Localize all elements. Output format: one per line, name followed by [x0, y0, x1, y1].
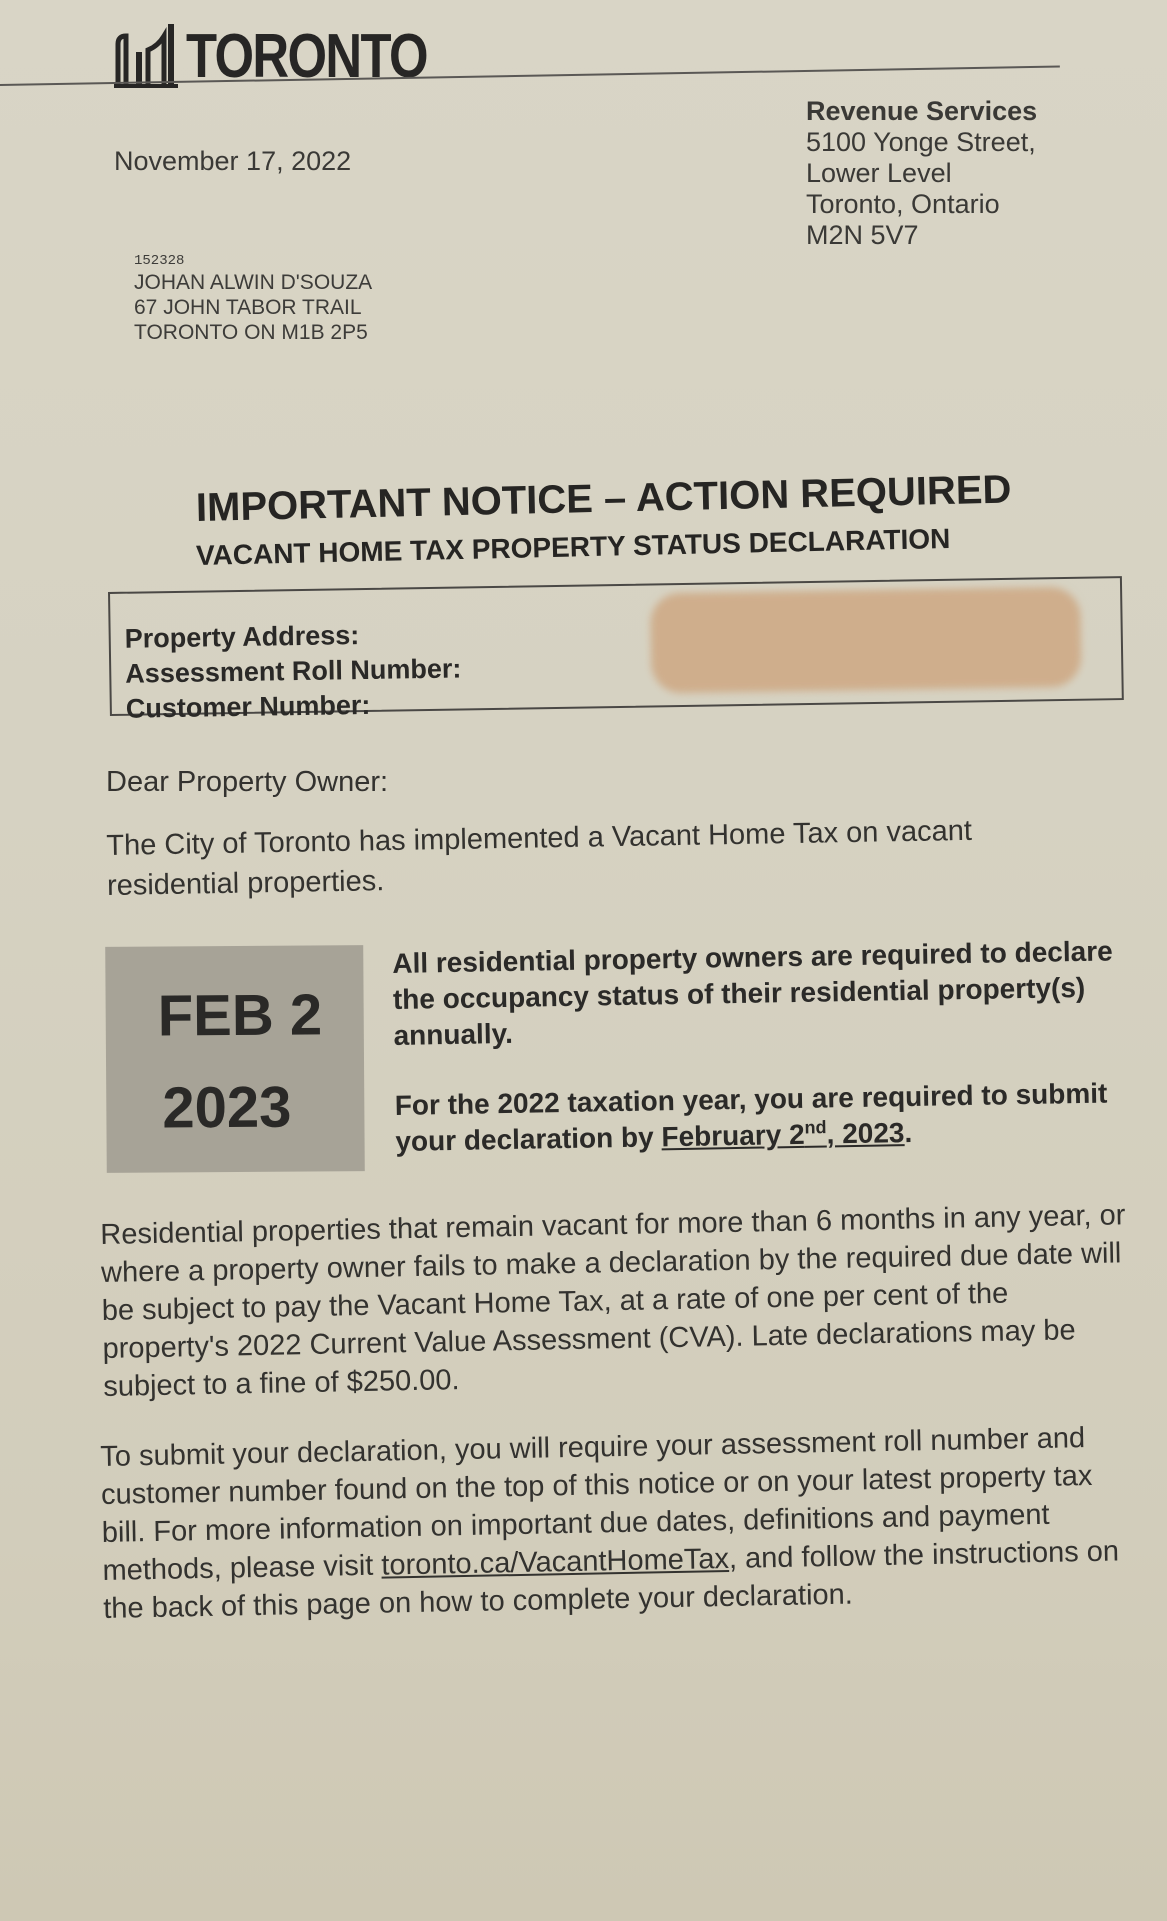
notice-title: IMPORTANT NOTICE – ACTION REQUIRED: [195, 467, 1012, 530]
deadline-year: , 2023: [826, 1117, 905, 1150]
deadline-month: February 2: [661, 1118, 805, 1153]
customer-number-label: Customer Number:: [125, 689, 371, 724]
deadline-suffix: nd: [804, 1117, 827, 1138]
vacant-home-tax-link[interactable]: toronto.ca/VacantHomeTax: [381, 1542, 730, 1582]
deadline-end: .: [904, 1116, 913, 1149]
deadline-date: [661, 1117, 905, 1152]
badge-year: 2023: [162, 1074, 292, 1141]
due-date-badge: [105, 945, 365, 1173]
tax-paragraph: Residential properties that remain vacant for more than 6 months in any year, or where a property owner fails to make a declaration by the required due date will be subject to pay the Vacant Home Tax, at a rate of one per cent of the property's 2022 Current Value Assessment (CVA). Late declarations may be subject to a fine of $250.00.: [100, 1199, 1126, 1403]
recipient-code: 152328: [134, 253, 185, 269]
sender-address: [806, 96, 1037, 251]
requirement-text: All residential property owners are required to declare the occupancy status of their residential property(s) annually.: [392, 935, 1113, 1051]
recipient-address: [134, 252, 372, 345]
recipient-street: 67 JOHN TABOR TRAIL: [134, 296, 362, 319]
deadline-text: [394, 1075, 1125, 1160]
property-info-box: [108, 576, 1124, 724]
sender-department: Revenue Services: [806, 96, 1038, 126]
sender-street: 5100 Yonge Street,: [806, 127, 1036, 157]
submit-paragraph: [100, 1418, 1143, 1628]
recipient-name: JOHAN ALWIN D'SOUZA: [134, 271, 373, 294]
redacted-values: [650, 587, 1082, 694]
property-info-labels: [124, 616, 462, 726]
property-address-label: Property Address:: [124, 620, 360, 654]
roll-number-label: Assessment Roll Number:: [125, 653, 462, 689]
salutation: Dear Property Owner:: [106, 766, 389, 798]
recipient-city: TORONTO ON M1B 2P5: [134, 321, 368, 344]
submit-suffix: , and follow the instructions on the back of this page on how to complete your declaration.: [102, 1535, 1120, 1625]
sender-postal: M2N 5V7: [806, 220, 919, 250]
city-hall-icon: [114, 22, 178, 88]
sender-city: Toronto, Ontario: [806, 189, 1000, 219]
logo-wordmark: TORONTO: [186, 22, 427, 91]
deadline-prefix: For the 2022 taxation year, you are required to submit your declaration by: [394, 1077, 1108, 1157]
submit-prefix: To submit your declaration, you will require your assessment roll number and customer number found on the top of this notice or on your latest property tax bill. For more information on important due dates, definitions and payment methods, please visit: [100, 1422, 1093, 1587]
letter-date: November 17, 2022: [114, 146, 352, 176]
intro-paragraph: The City of Toronto has implemented a Vacant Home Tax on vacant residential properties.: [106, 814, 973, 902]
notice-subtitle: VACANT HOME TAX PROPERTY STATUS DECLARATION: [195, 522, 951, 571]
sender-unit: Lower Level: [806, 158, 952, 188]
badge-month: FEB 2: [157, 982, 323, 1049]
requirement-block: [392, 933, 1126, 1160]
